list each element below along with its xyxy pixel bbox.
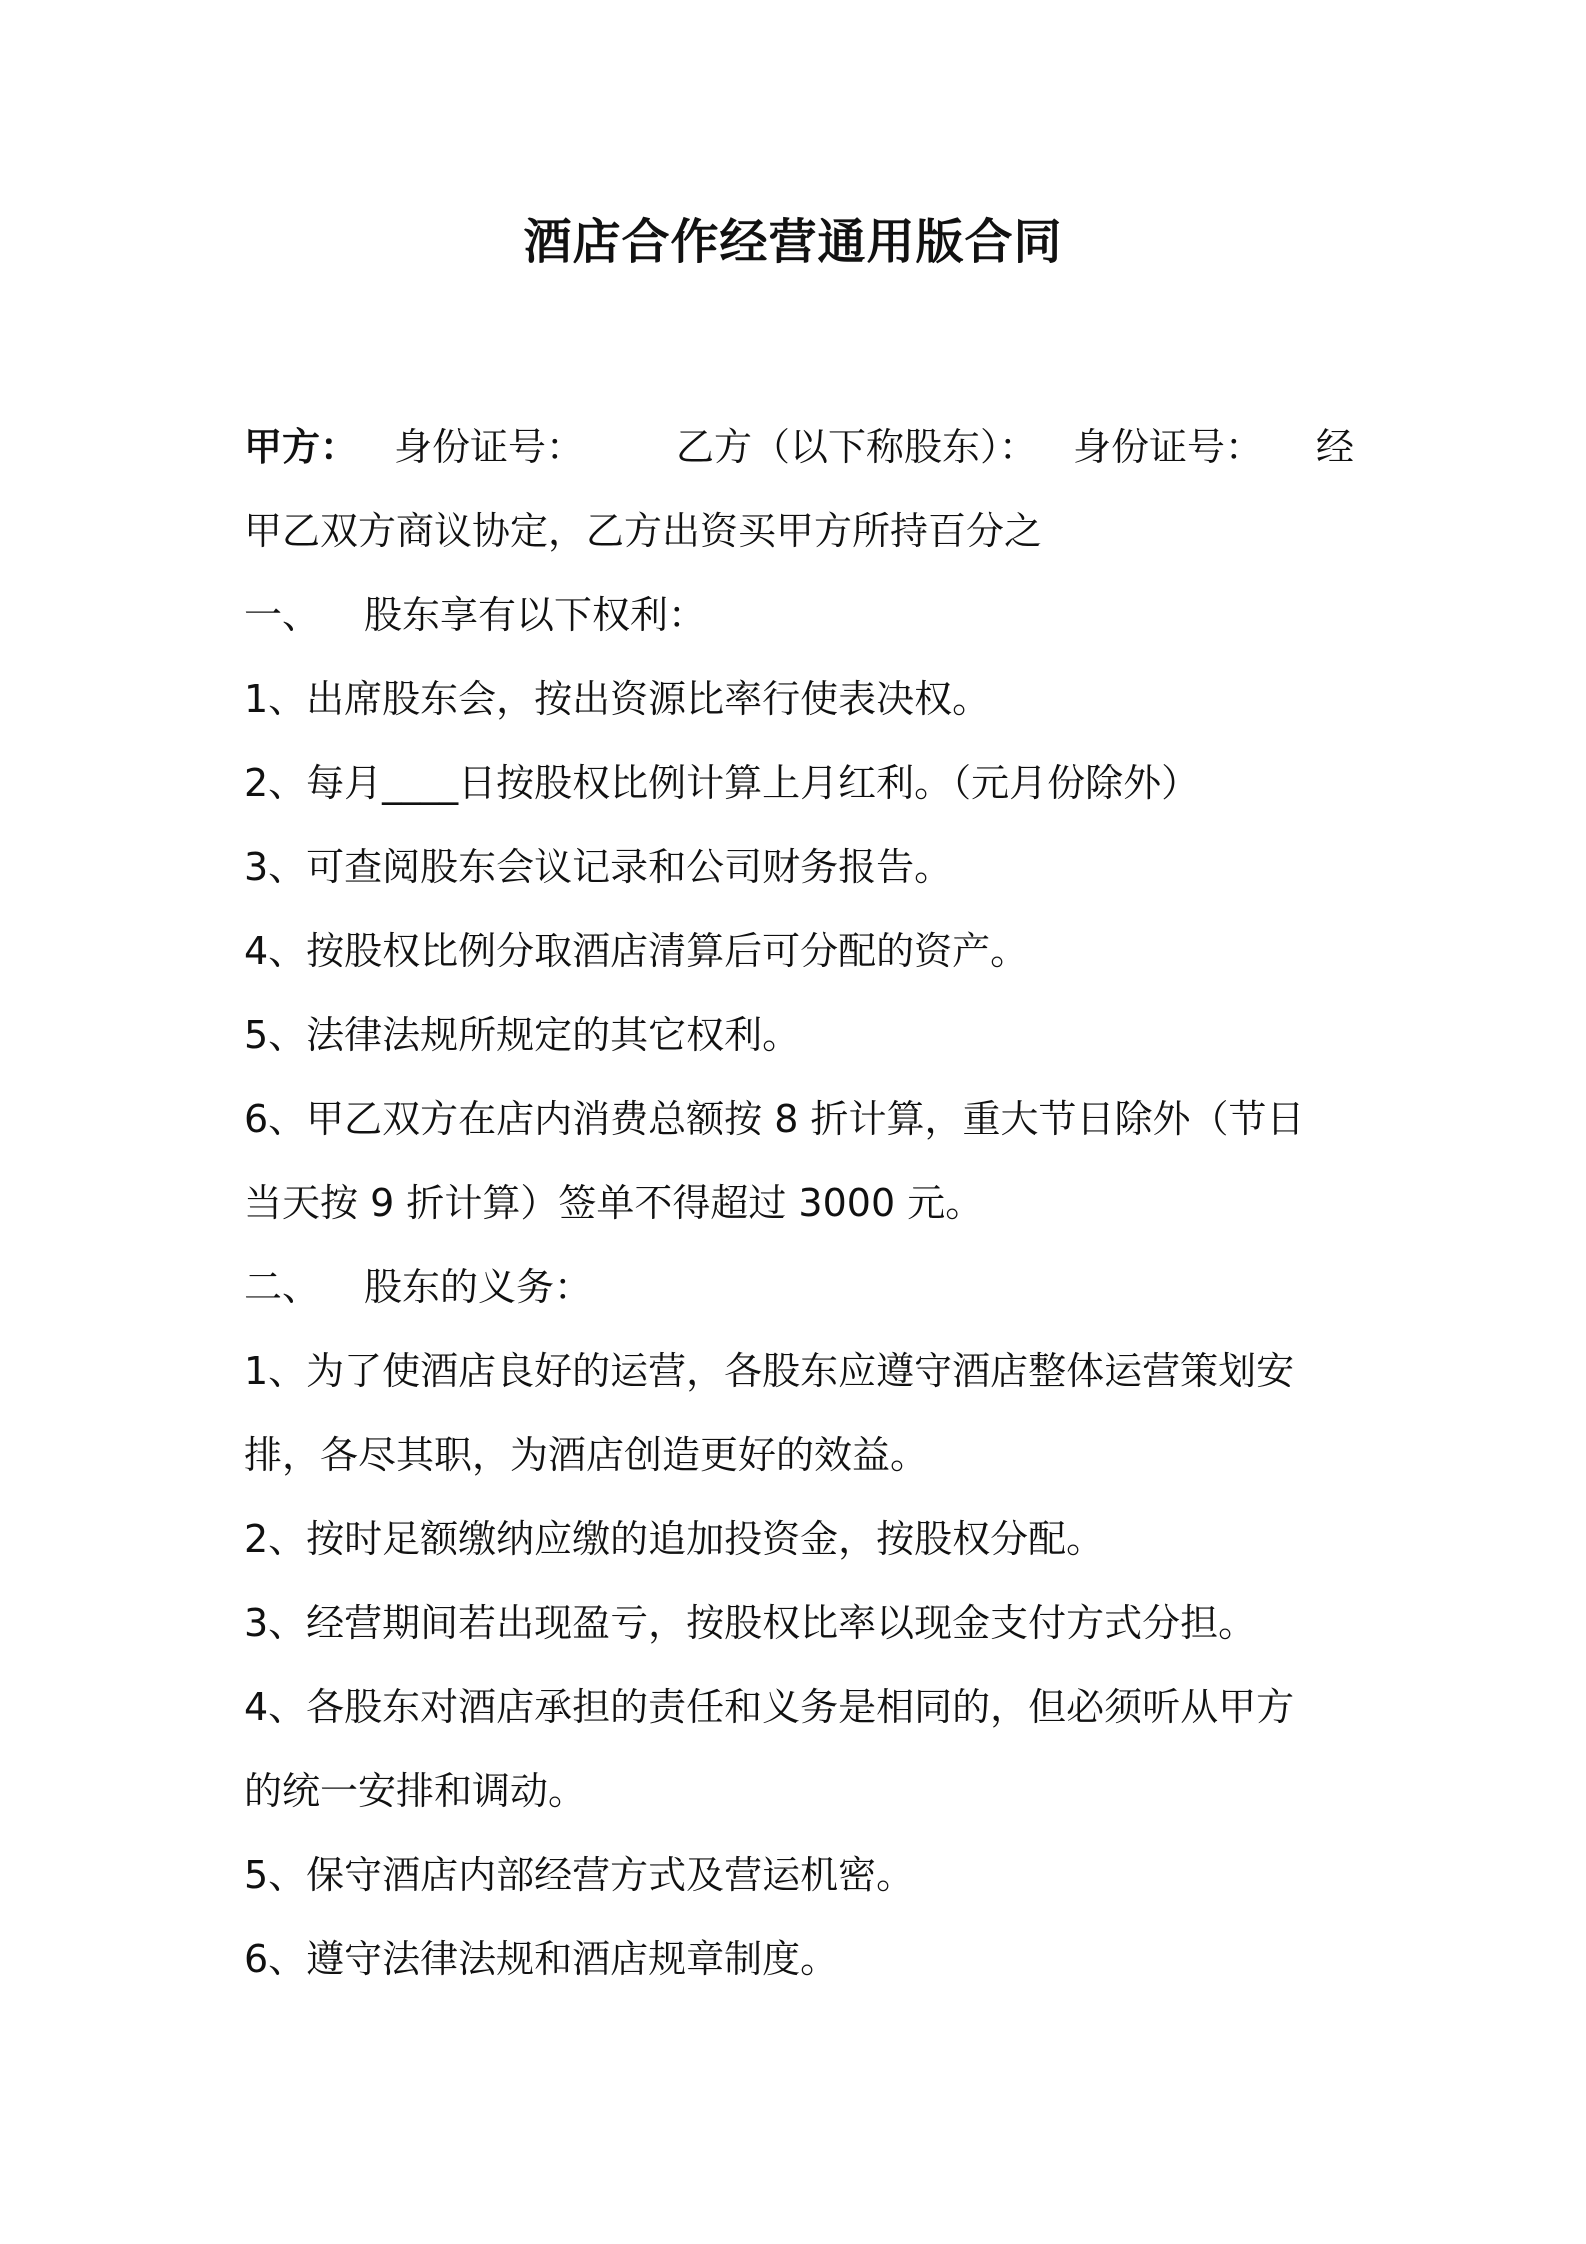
obligation-item: 6、遵守法律法规和酒店规章制度。 [244,1937,839,1981]
section-title: 股东的义务： [364,1265,593,1309]
party-a-label: 甲方： [244,425,359,469]
obligation-item: 3、经营期间若出现盈亏，按股权比率以现金支付方式分担。 [244,1601,1257,1645]
obligation-item-continued: 排，各尽其职，为酒店创造更好的效益。 [244,1433,929,1477]
document-title: 酒店合作经营通用版合同 [523,214,1063,270]
rights-item: 5、法律法规所规定的其它权利。 [244,1013,801,1057]
section-number: 一、 [244,593,321,637]
rights-item: 3、可查阅股东会议记录和公司财务报告。 [244,845,953,889]
parties-line [244,405,1354,489]
obligation-item: 2、按时足额缴纳应缴的追加投资金，按股权分配。 [244,1517,1105,1561]
section-heading-rights [244,573,1354,657]
rights-item: 1、出席股东会，按出资源比率行使表决权。 [244,677,991,721]
party-b-id-label: 身份证号： [1073,425,1264,469]
rights-item-continued: 当天按 9 折计算）签单不得超过 3000 元。 [244,1181,984,1225]
party-a-id-label: 身份证号： [394,425,585,469]
obligation-item-continued: 的统一安排和调动。 [244,1769,587,1813]
rights-item: 4、按股权比例分取酒店清算后可分配的资产。 [244,929,1029,973]
parties-line-tail: 经 [1315,425,1354,469]
section-number: 二、 [244,1265,321,1309]
obligation-item: 1、为了使酒店良好的运营，各股东应遵守酒店整体运营策划安 [244,1349,1295,1393]
obligation-item: 4、各股东对酒店承担的责任和义务是相同的，但必须听从甲方 [244,1685,1295,1729]
rights-item: 6、甲乙双方在店内消费总额按 8 折计算，重大节日除外（节日 [244,1097,1305,1141]
document-body [244,405,1354,2001]
rights-item: 2、每月____日按股权比例计算上月红利。（元月份除外） [244,761,1200,805]
section-title: 股东享有以下权利： [364,593,707,637]
section-heading-obligations [244,1245,1354,1329]
obligation-item: 5、保守酒店内部经营方式及营运机密。 [244,1853,915,1897]
agreement-line: 甲乙双方商议协定，乙方出资买甲方所持百分之 [244,509,1043,553]
party-b-label: 乙方（以下称股东）： [676,425,1038,469]
